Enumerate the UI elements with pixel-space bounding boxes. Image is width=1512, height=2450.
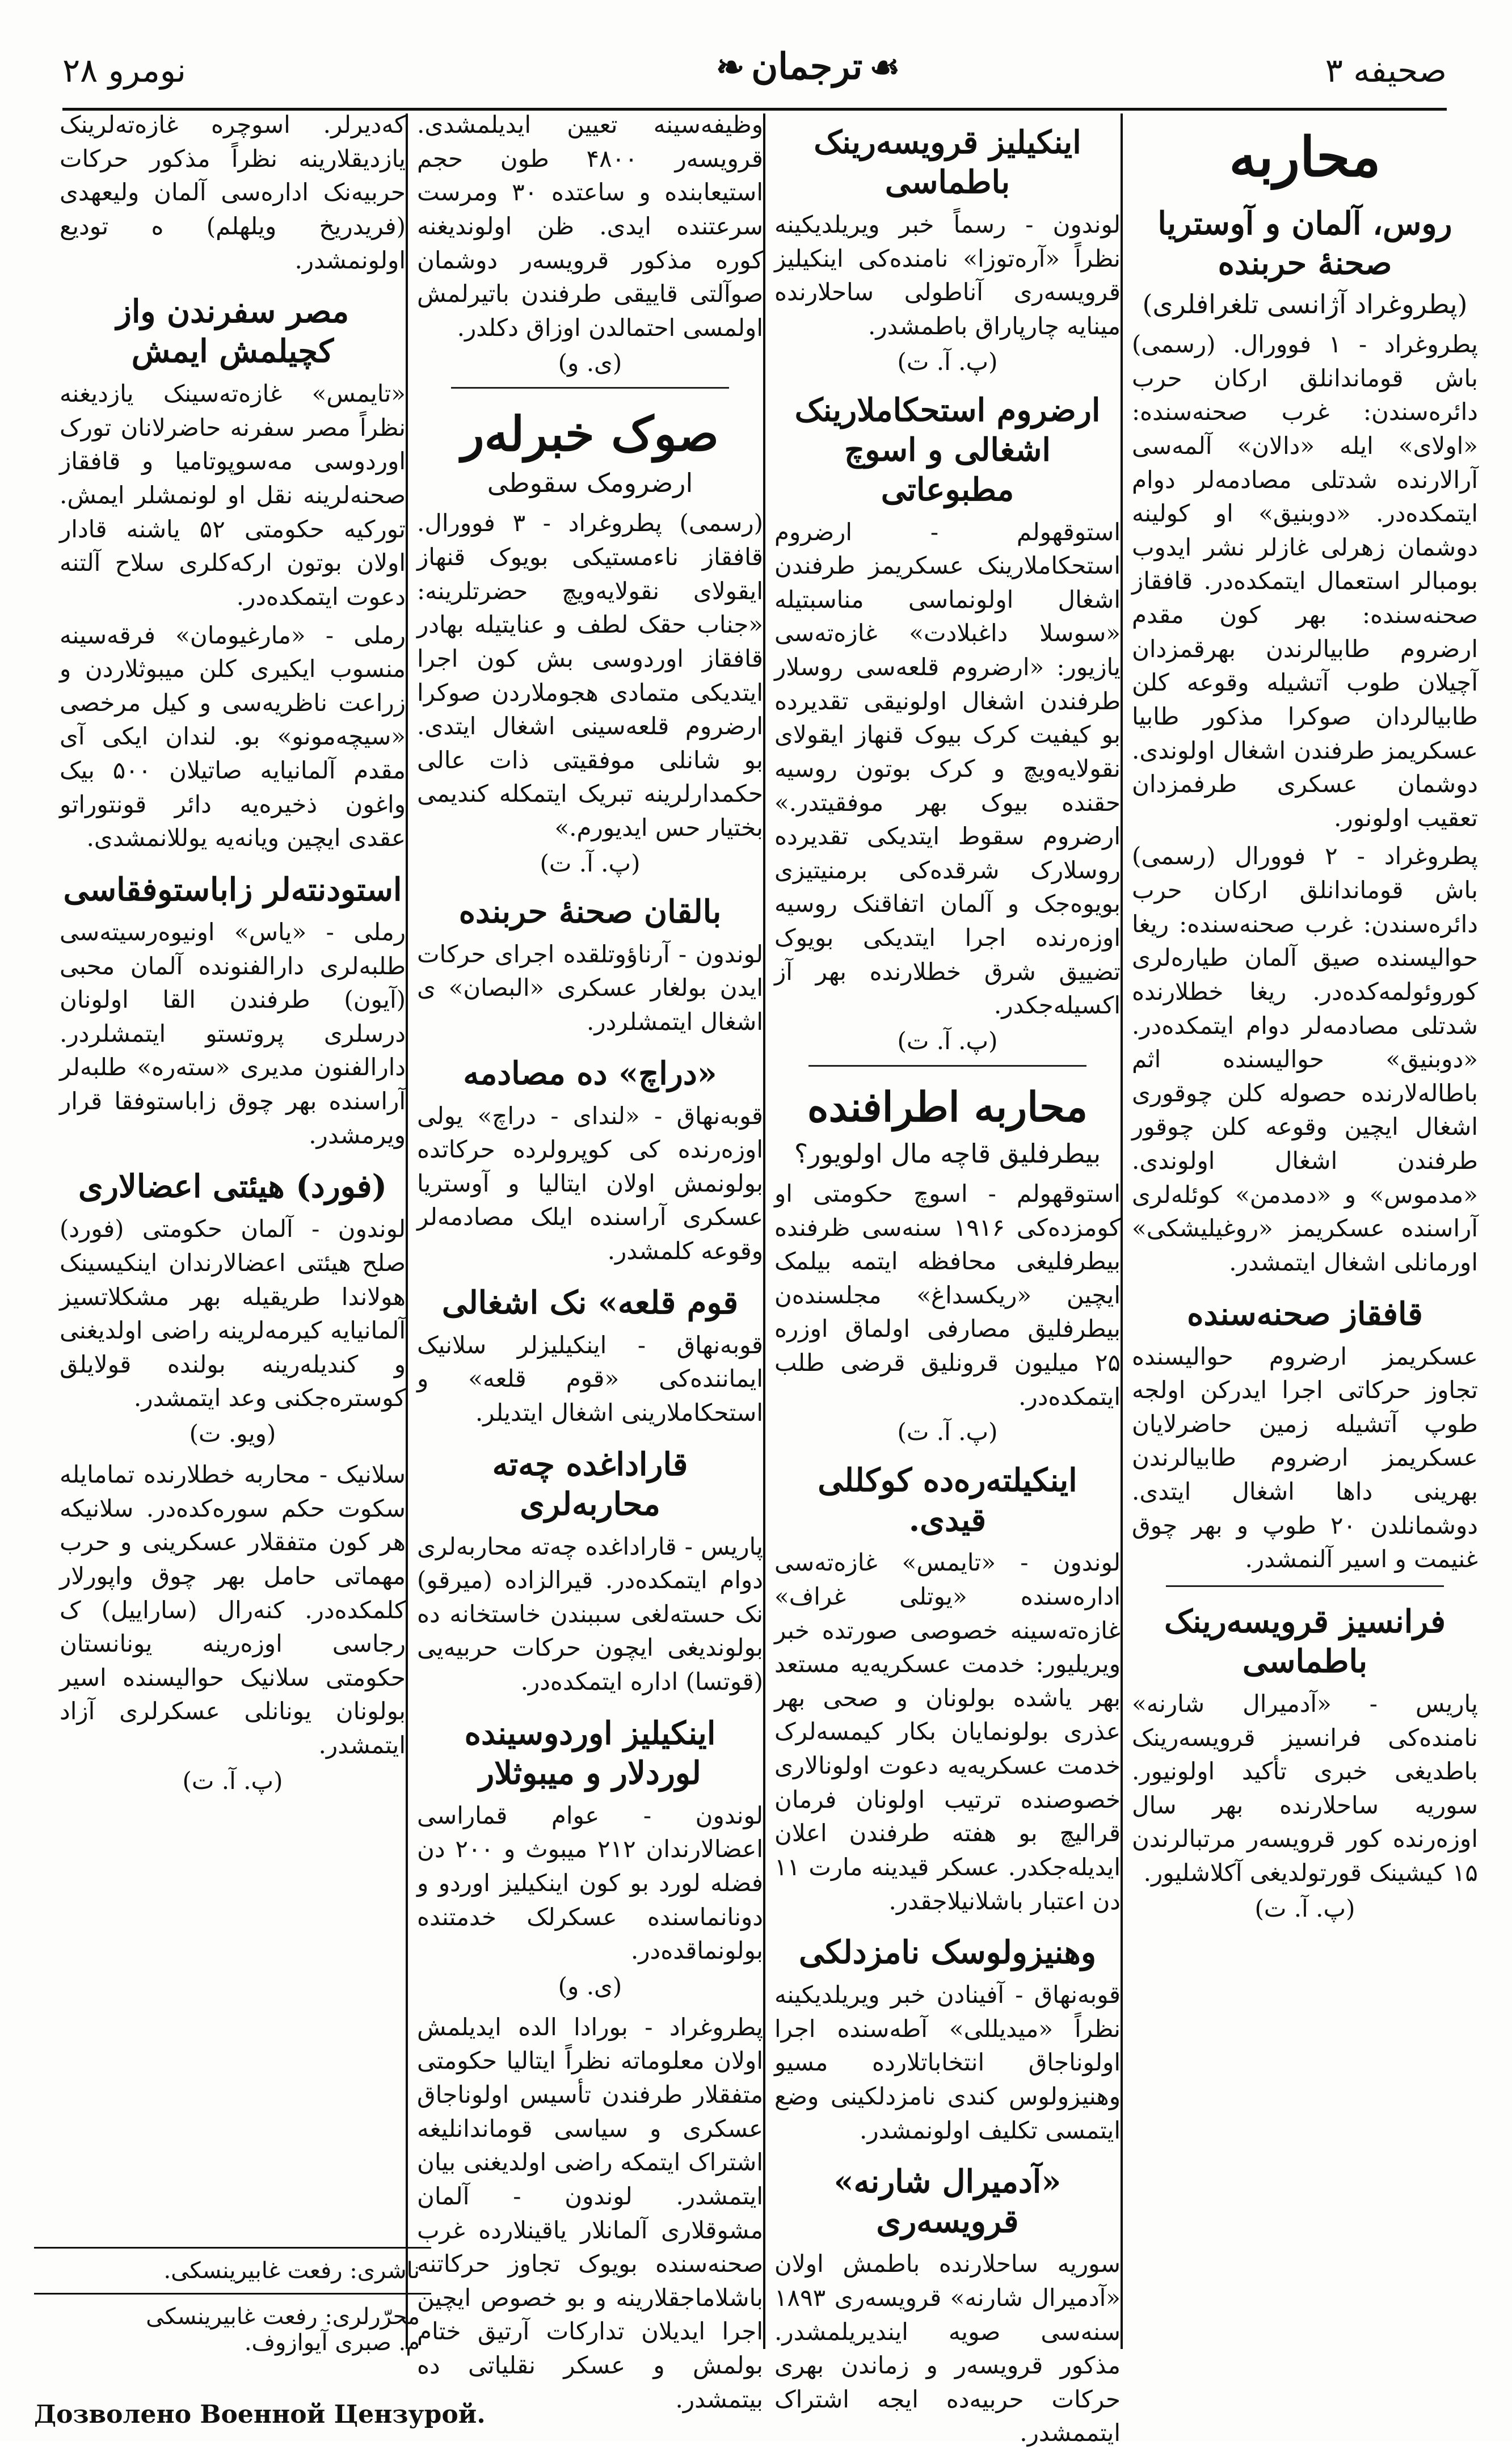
- article-body: پطروغراد - بورادا الده ایدیلمش اولان معلوماته نظراً ایتالیا حکومتی متفقلار طرفندن تأسیس اولوناجاق عسکری و سیاسی قوماندانلیغه اشتراک ایتمکه راضی اولدیغنی بیان ایتمشدر. لوندون - آلمان مشوقلاری آلمانلار یاقینلارده غرب صحنه‌سنده بویوک تجاوز حرکاتنه باشلاماجقلارینه و بو خصوص ایچین اجرا ایدیلان تدارکات آرتیق ختام بولمش و عسکر نقلیاتی ده بیتمشدر.: [417, 2013, 763, 2413]
- article-heading: «دراچ» ده مصادمه: [463, 1054, 717, 1092]
- article-heading: اینکیلیز اوردوسینده لوردلار و میبوثلار: [464, 1714, 716, 1792]
- article-body: عسکریمز ارضروم حوالیسنده تجاوز حرکاتی اجرا ایدرکن اولجه طوپ آتشیله زمین حاضرلایان عسکریمز ارضروم طابیالرندن بهرینی داها اشغال ایتدی. دوشمانلدن ۲۰ طوپ و بهر چوق غنیمت و اسیر آلنمشدر.: [1132, 1342, 1478, 1573]
- publisher-line: ناشری: رفعت غابیرینسکی.: [34, 2247, 431, 2293]
- article-subheading: بیطرفلیق قاچه مال اولویور؟: [794, 1138, 1101, 1169]
- page-number: صحیفه ۳: [1325, 51, 1447, 90]
- editors-line: [34, 2293, 431, 2365]
- article-signature: (پ. آ. ت): [897, 1026, 998, 1055]
- article-signature: (پ. آ. ت): [182, 1766, 283, 1795]
- article-body: لوندون - رسماً خبر ویریلدیکینه نظراً «آره‌توزا» نامنده‌کی اینکیلیز قرویسه‌ری آناطولی ساحلارنده مینایه چارپاراق باطمشدر.: [774, 211, 1121, 340]
- article-body: پطروغراد - ۲ فوورال (رسمی) باش قوماندانلق ارکان حرب دائره‌سندن: غرب صحنه‌سنده: ریغا حوالیسنده صیق آلمان طیاره‌لری کوروئولمه‌کده‌در. ریغا خطلارنده شدتلی مصادمه‌لر دوام ایتمکده‌در. «دوبنیق» حوالیسنده اثم باطاله‌لارنده حصوله کلن چوقوری اشغال ایچین وقوعه کلن چوقور طرفندن اشغال اولوندی. «مدموس» و «دمدمن» کوئله‌لری آراسنده عسکریمز «روغیلیشکی» اورمانلی اشغال ایتمشدر.: [1132, 842, 1478, 1276]
- article-body: سوریه ساحلارنده باطمش اولان «آدمیرال شارنه» قرویسه‌ری ۱۸۹۳ سنه‌سی صویه ایندیریلمشدر. مذکور قرویسه‌ر و زماندن بهری حرکات حربیه‌ده ایجه اشتراک ایتممشدر.: [774, 2250, 1121, 2447]
- page-header: [62, 34, 1447, 111]
- article-body: رملی - «یاس» اونیوه‌رسیته‌سی طلبه‌لری دارالفنونده آلمان محبی (آیون) طرفندن القا اولونان درسلری پروتستو ایتمشلردر. دارالفنون مدیری «سته‌ره» طلبه‌لر آراسنده بهر چوق زاباستوفقا قرار ویرمشدر.: [60, 917, 406, 1149]
- column-rule: [406, 113, 408, 2349]
- article-body: وظیفه‌سینه تعیین ایدیلمشدی. قرویسه‌ر ۴۸۰۰ طون حجم استیعابنده و ساعتده ۳۰ ومرست سرعتنده ایدی. ظن اولوندیغنه کوره مذکور قرویسه‌ر دوشمان صوآلتی قاییقی طرفندن باتیرلمش اولمسی احتمالدن اوزاق دکلدر.: [417, 111, 763, 342]
- article-body: پاریس - قاراداغده چه‌ته محاربه‌لری دوام ایتمکده‌در. قیرالزاده (میرقو) نک حسته‌لغی سببندن خاستخانه ده بولوندیغی ایچون حرکات حربیه‌یی (قوتسا) اداره ایتمکده‌در.: [417, 1532, 763, 1695]
- article-subheading: ارضرومک سقوطی: [487, 468, 693, 499]
- column-rule: [763, 113, 765, 2349]
- article-heading: «آدمیرال شارنه» قرویسه‌ری: [833, 2163, 1062, 2241]
- column-3: [417, 108, 763, 2413]
- article-body: رملی - «مارغیومان» فرقه‌سینه منسوب ایکیری کلن میبوثلاردن و زراعت ناظریه‌سی و کیل مرخصی «سیچه‌مونو» بو. لندان ایکی آی مقدم آلمانیایه صاتیلان ۵۰۰ بیک واغون ذخیره‌یه دائر قونتوراتو عقدی ایچین ویانه‌یه یوللانمشدی.: [60, 621, 406, 852]
- article-body: استوقهولم - ارضروم استحکاملارینک عسکریمز طرفندن اشغال اولونماسی مناسبتیله «سوسلا داغبلادت» غازه‌ته‌سی یازیور: «ارضروم قلعه‌سی روسلار طرفندن اشغال اولونیقی تقدیرده بو کیفیت کرک بیوک قنهاز ایقولای نقولایه‌ویچ و کرک بوتون روسیه حقنده بیوک بهر موفقیتدر.» ارضروم سقوط ایتدیکی تقدیرده روسلارک شرقده‌کی برمنیتیزی بویوه‌جک و آلمان اتفاقنک روسیه اوزه‌رنده اجرا ایتدیکی بویوک تضییق شرق خطلارنده بهر آز اکسیله‌جکدر.: [774, 517, 1121, 1020]
- editors-label: محرّرلری:: [325, 2304, 420, 2330]
- article-body: لوندون - آلمان حکومتی (فورد) صلح هیئتی اعضالارندان اینکیسینک هولاندا طریقیله بهر مشکلاتسیز آلمانیایه کیرمه‌لرینه راضی اولدیغنی و کندیله‌رینه بولنده قولایلق کوستره‌جکنی وعد ایتمشدر.: [60, 1215, 406, 1412]
- article-heading: مصر سفرندن واز کچیلمش ایمش: [116, 293, 349, 371]
- article-heading: ارضروم استحکاملارینک اشغالی و اسوچ مطبوعاتی: [794, 391, 1101, 508]
- article-body: لوندون - «تایمس» غازه‌ته‌سی اداره‌سنده «یوتلی غراف» غازه‌ته‌سینه خصوصی صورتده خبر ویریلیور: خدمت عسکریه‌یه مستعد بهر یاشده بولونان و صحی بهر عذری بولونمایان بکار کیمسه‌لرک خدمت عسکریه‌یه دعوت اولونالاری خصوصنده ترتیب اولونان فرمان قرالیچ بو هفته طرفندن اعلان ایدیله‌جکدر. عسکر قیدینه مارت ۱۱ دن اعتبار باشلانیلاجقدر.: [774, 1548, 1121, 1915]
- article-body: پاریس - «آدمیرال شارنه» نامنده‌کی فرانسیز قرویسه‌رینک باطدیغی خبری تأکید اولونیور. سوریه ساحلارنده بهر سال اوزه‌رنده کور قرویسه‌ر مرتبالرندن ۱۵ کیشینک قورتولدیغی آکلاشلیور.: [1132, 1689, 1478, 1887]
- article-subheading: (پطروغراد آژانسی تلغرافلری): [1142, 289, 1468, 319]
- article-body: سلانیک - محاربه خطلارنده‌ تماما‌یله سکوت حکم سوره‌کده‌در. سلانیکه هر کون متفقلار عسکرینی و حرب مهماتی حامل بهر چوق واپورلار کلمکده‌در. کنه‌رال (ساراییل) ک رجاسی اوزه‌رینه یونانستان حکومتی سلانیک حوالیسنده اسیر بولونان یونانلی عسکرلری آزاد ایتمشدر.: [60, 1460, 406, 1759]
- article-signature: (پ. آ. ت): [1254, 1894, 1355, 1922]
- article-body: پطروغراد - ۱ فوورال. (رسمی) باش قوماندانلق ارکان حرب دائره‌سندن: غرب صحنه‌سنده: «اولای» ایله «دالان» آلمه‌سی آرالارنده شدتلی مصادمه‌لر دوام ایتمکده‌در. «دوبنیق» او کولینه دوشمان زهرلی غازلر نشر ایدوب بومبالر استعمال ایتمکده‌در. قافقاز صحنه‌سنده: بهر کون مقدم ارضروم طابیالرندن بهرقمزدان آچیلان طوب آتشیله وقوعه کلن طابیالردان صوکرا مذکور طابیا عسکریمز طرفندن اشغال اولوندی. دوشمان عسکری طرفمزدان تعقیب اولونور.: [1132, 330, 1478, 832]
- divider: [451, 387, 729, 389]
- article-heading: محاربه اطرافنده: [807, 1082, 1088, 1131]
- article-body: لوندون - عوام قماراسی اعضالارندان ۲۱۲ میبوث و ۲۰۰ دن فضله لورد بو کون اینکیلیز اوردو و دونانماسنده عسکرلک خدمتنده بولونماقده‌در.: [417, 1801, 763, 1965]
- main-headline: محاربه: [1229, 125, 1381, 189]
- article-signature: (پ. آ. ت): [540, 849, 641, 877]
- article-body: قوبه‌نهاق - «لندای - دراچ» یولی اوزه‌رنده کی کوپرولرده حرکاتده بولونمش اولان ایتالیا و آوستریا عسکری آراسنده ایلک مصادمه‌لر وقوعه کلمشدر.: [417, 1101, 763, 1265]
- article-body: استوقهولم - اسوچ حکومتی او کومزده‌کی ۱۹۱۶ سنه‌سی ظرفنده بیطرفلیغی محافظه ایتمه بیلمک ایچین «ریکسداغ» مجلسنده‌ن بیطرفلیق مصارفی اولماق اوزره ۲۵ میلیون قرونلیق قرضی طلب ایتمکده‌در.: [774, 1179, 1121, 1411]
- article-heading: وهنیزولوسک نامزدلکی: [799, 1934, 1096, 1972]
- column-2: [774, 108, 1121, 2447]
- article-heading: روس، آلمان و آوستریا صحنهٔ حربنده: [1157, 205, 1452, 282]
- article-heading: اینکیلیز قرویسه‌رینک باطماسی: [814, 124, 1081, 201]
- column-1: [1132, 108, 1478, 2355]
- article-body: «تایمس» غازه‌ته‌سینک یازدیغنه نظراً مصر سفرنه حاضرلانان تورک اوردوسی مه‌سوپوتامیا و قافقاز صحنه‌لرینه نقل او لونمشلر ایمش. تورکیه حکومتی ۵۲ یاشنه قادار اولان بوتون ارکه‌کلری سلاح آلتنه دعوت ایتمکده‌در.: [60, 380, 406, 611]
- article-heading: بالقان صحنهٔ حربنده: [458, 893, 722, 931]
- article-heading: اینکیلته‌ره‌ده کوکللی قیدی.: [818, 1462, 1077, 1539]
- divider: [808, 1065, 1086, 1067]
- article-signature: (ی. و): [558, 1972, 622, 2000]
- masthead-title: [709, 45, 907, 88]
- imprint-box: [34, 2247, 431, 2417]
- article-heading: قاراداغده چه‌ته محاربه‌لری: [492, 1445, 688, 1523]
- editor-name: رفعت غابیرینسکی: [146, 2304, 318, 2330]
- article-heading: استودنته‌لر زاباستوفقاسی: [63, 870, 402, 908]
- article-heading: (فورد) هیئتی اعضالاری: [78, 1168, 387, 1206]
- censor-approval: Дозволено Военной Цензурой.: [34, 2400, 486, 2429]
- left-ornament-icon: ❧: [716, 48, 745, 87]
- article-body: قوبه‌نهاق - اینکیلیزلر سلانیک ایماننده‌کی «قوم قلعه» و استحکاملارینی اشغال ایتدیلر.: [417, 1331, 763, 1426]
- article-signature: (ویو. ت): [189, 1420, 276, 1447]
- right-ornament-icon: ☙: [869, 48, 900, 87]
- article-heading: فرانسیز قرویسه‌رینک باطماسی: [1164, 1602, 1446, 1680]
- article-body: قوبه‌نهاق - آفینادن خبر ویریلدیکینه نظراً «میدیللی» آطه‌سنده اجرا اولوناجاق انتخاباتلارده مسیو وهنیزولوس کندی نامزدلکینی وضع ایتمسی تکلیف اولونمشدر.: [774, 1981, 1121, 2144]
- article-body: لوندون - آرناؤوتلقده اجرای حرکات ایدن بولغار عسکری «البصان» ی اشغال ایتمشلردر.: [417, 940, 763, 1035]
- article-heading: قوم قلعه» نک اشغالی: [441, 1283, 739, 1321]
- article-body: که‌دیرلر. اسوچره غازه‌ته‌لرینک یازدیقلارینه نظراً مذکور حرکات حربیه‌نک اداره‌سی آلمان ولیعهدی (فریدریخ ویلهلم) ه توديع اولونمشدر.: [60, 111, 406, 274]
- latest-news-headline: صوک خبرله‌ر: [461, 406, 719, 462]
- issue-number: نومرو ۲۸: [62, 51, 186, 90]
- divider: [1166, 1585, 1444, 1587]
- article-signature: (ی. و): [558, 349, 622, 377]
- column-4: [60, 108, 406, 2355]
- article-heading: قافقاز صحنه‌سنده: [1187, 1295, 1423, 1333]
- column-rule: [1121, 113, 1123, 2349]
- masthead-text: ترجمان: [751, 45, 863, 88]
- editor-name: م. صبری آیواز‌وف.: [244, 2330, 420, 2356]
- article-body: (رسمی) پطروغراد - ۳ فوورال. قافقاز ناءمستیکی بویوک قنهاز ایقولای نقولایه‌ویچ حضرتلرینه: «جناب حقک لطف و عنایتیله بهادر قافقاز اوردوسی بش کون اجرا ایتدیکی متمادی هجوملاردن صوکرا ارضروم قلعه‌سینی اشغال ایتدی. بو شانلی موفقیتی ذات عالی حکمدارلرینه تبریک ایتمکله کندیمی بختیار حس ایدیورم.»: [417, 509, 763, 841]
- article-signature: (پ. آ. ت): [897, 347, 998, 376]
- article-signature: (پ. آ. ت): [897, 1418, 998, 1446]
